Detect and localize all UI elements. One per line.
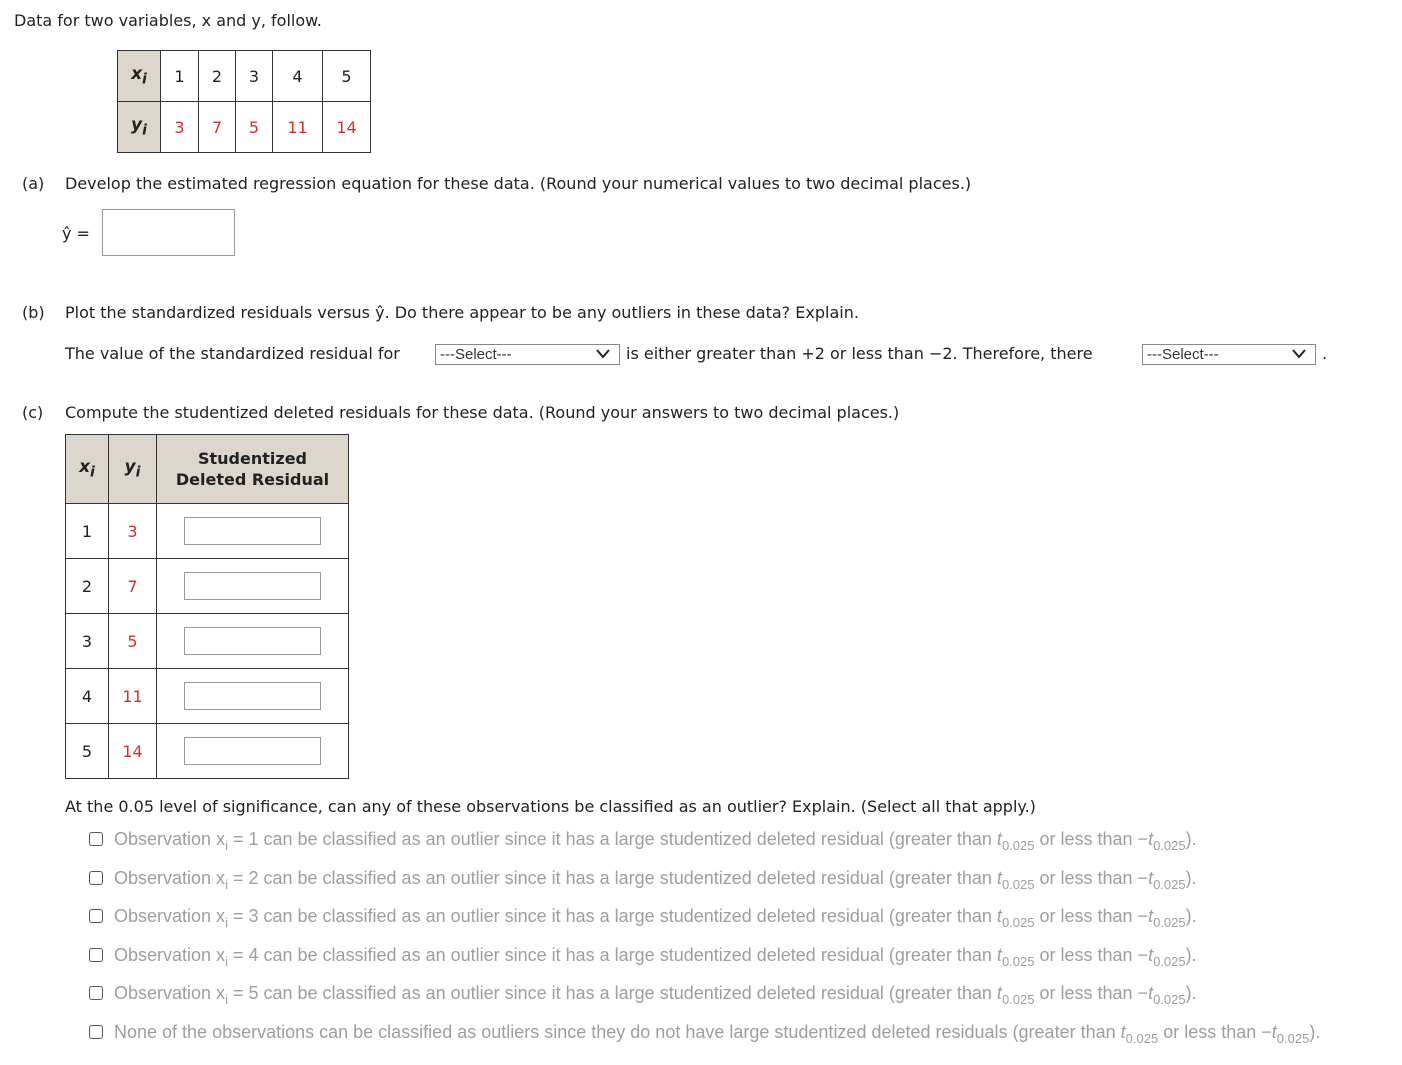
option-text xyxy=(114,829,1197,853)
data-table xyxy=(117,50,371,153)
checkbox[interactable] xyxy=(89,871,103,885)
y-cell: 7 xyxy=(109,559,157,614)
table-row xyxy=(66,614,349,669)
part-b-letter: (b) xyxy=(22,303,45,322)
option-mid: or less than − xyxy=(1034,983,1149,1003)
option-t1: t xyxy=(996,906,1002,926)
option-text xyxy=(114,868,1197,892)
option-text xyxy=(114,1022,1320,1046)
y-row xyxy=(118,102,371,153)
option-text xyxy=(114,983,1197,1007)
residual-cell xyxy=(157,614,349,669)
col-residual-line2: Deleted Residual xyxy=(175,470,330,489)
option-t1-sub: 0.025 xyxy=(1001,915,1035,930)
option-pre: Observation x xyxy=(114,945,226,965)
option-row[interactable] xyxy=(89,1022,1320,1046)
option-t2: t xyxy=(1148,945,1154,965)
option-t1-sub: 0.025 xyxy=(1125,1031,1159,1046)
x-header xyxy=(118,51,161,102)
option-row[interactable] xyxy=(89,868,1197,892)
option-mid: or less than − xyxy=(1034,906,1149,926)
part-b-sentence-mid: is either greater than +2 or less than −2. Therefore, there xyxy=(626,344,1093,363)
part-a-question: Develop the estimated regression equation for these data. (Round your numerical values to two decimal places.) xyxy=(65,174,972,193)
option-t2-sub: 0.025 xyxy=(1153,915,1186,930)
y-header-sub: i xyxy=(142,122,147,139)
y-value: 5 xyxy=(236,102,273,153)
x-value: 4 xyxy=(273,51,323,102)
table-header-row xyxy=(66,435,349,504)
y-value: 14 xyxy=(323,102,371,153)
option-text xyxy=(114,906,1197,930)
outlier-conclusion-select[interactable] xyxy=(1142,344,1316,365)
option-end: ). xyxy=(1185,983,1197,1003)
option-pre: Observation x xyxy=(114,829,226,849)
option-end: ). xyxy=(1185,945,1197,965)
residual-input-2[interactable] xyxy=(184,572,321,600)
option-t1: t xyxy=(1120,1022,1126,1042)
option-t1: t xyxy=(996,829,1002,849)
option-end: ). xyxy=(1185,906,1197,926)
col-y-header xyxy=(109,435,157,504)
table-row xyxy=(66,724,349,779)
part-b-sentence-end: . xyxy=(1322,344,1328,363)
option-t1: t xyxy=(996,868,1002,888)
residual-cell xyxy=(157,504,349,559)
part-b-question: Plot the standardized residuals versus ŷ. Do there appear to be any outliers in these data? Explain. xyxy=(65,303,859,322)
residual-input-1[interactable] xyxy=(184,517,321,545)
x-value: 5 xyxy=(323,51,371,102)
studentized-residual-table xyxy=(65,434,349,779)
col-y-sub: i xyxy=(135,464,141,481)
part-a-letter: (a) xyxy=(22,174,45,193)
option-row[interactable] xyxy=(89,906,1197,930)
option-sub: i xyxy=(225,838,228,853)
x-value: 1 xyxy=(161,51,199,102)
option-t2-sub: 0.025 xyxy=(1276,1031,1310,1046)
residual-input-4[interactable] xyxy=(184,682,321,710)
y-cell: 14 xyxy=(109,724,157,779)
option-post: = 2 can be classified as an outlier since it has a large studentized deleted residual (greater than xyxy=(227,868,997,888)
x-cell: 5 xyxy=(66,724,109,779)
option-sub: i xyxy=(225,954,228,969)
option-mid: or less than − xyxy=(1034,829,1149,849)
y-header xyxy=(118,102,161,153)
option-post: = 5 can be classified as an outlier since it has a large studentized deleted residual (greater than xyxy=(227,983,997,1003)
option-row[interactable] xyxy=(89,829,1197,853)
option-mid: or less than − xyxy=(1034,868,1149,888)
x-cell: 1 xyxy=(66,504,109,559)
option-t1-sub: 0.025 xyxy=(1001,992,1035,1007)
checkbox[interactable] xyxy=(89,1025,103,1039)
table-row xyxy=(66,559,349,614)
option-mid: or less than − xyxy=(1158,1022,1272,1042)
residual-input-3[interactable] xyxy=(184,627,321,655)
option-post: = 1 can be classified as an outlier since it has a large studentized deleted residual (greater than xyxy=(227,829,997,849)
option-t1: t xyxy=(996,945,1002,965)
col-x-sub: i xyxy=(90,464,95,481)
y-value: 3 xyxy=(161,102,199,153)
option-pre: None of the observations can be classified as outliers since they do not have large studentized deleted residuals (greater than xyxy=(114,1022,1121,1042)
outlier-conclusion-select-value: ---Select--- xyxy=(1147,346,1219,363)
part-c-letter: (c) xyxy=(22,403,44,422)
regression-equation-input[interactable] xyxy=(102,209,235,256)
option-pre: Observation x xyxy=(114,983,226,1003)
x-cell: 3 xyxy=(66,614,109,669)
option-t1-sub: 0.025 xyxy=(1001,954,1035,969)
option-row[interactable] xyxy=(89,983,1197,1007)
option-end: ). xyxy=(1309,1022,1321,1042)
checkbox[interactable] xyxy=(89,832,103,846)
chevron-down-icon xyxy=(1291,348,1307,360)
y-cell: 11 xyxy=(109,669,157,724)
x-cell: 2 xyxy=(66,559,109,614)
option-sub: i xyxy=(225,915,228,930)
x-header-label: x xyxy=(131,64,143,85)
part-c-question: Compute the studentized deleted residuals for these data. (Round your answers to two decimal places.) xyxy=(65,403,900,422)
residual-input-5[interactable] xyxy=(184,737,321,765)
option-t2-sub: 0.025 xyxy=(1153,838,1186,853)
residual-cell xyxy=(157,559,349,614)
option-t2: t xyxy=(1148,906,1154,926)
yhat-label: ŷ = xyxy=(62,224,90,243)
observation-select[interactable] xyxy=(435,344,620,365)
problem-intro: Data for two variables, x and y, follow. xyxy=(14,11,322,30)
residual-cell xyxy=(157,669,349,724)
x-value: 3 xyxy=(236,51,273,102)
option-t2: t xyxy=(1148,983,1154,1003)
option-end: ). xyxy=(1185,868,1197,888)
x-row xyxy=(118,51,371,102)
option-row[interactable] xyxy=(89,945,1197,969)
y-header-label: y xyxy=(131,115,143,136)
y-cell: 3 xyxy=(109,504,157,559)
checkbox[interactable] xyxy=(89,986,103,1000)
y-value: 11 xyxy=(273,102,323,153)
option-sub: i xyxy=(225,877,228,892)
option-pre: Observation x xyxy=(114,906,226,926)
option-t2: t xyxy=(1148,829,1154,849)
option-sub: i xyxy=(225,992,228,1007)
option-t1: t xyxy=(996,983,1002,1003)
checkbox[interactable] xyxy=(89,909,103,923)
option-pre: Observation x xyxy=(114,868,226,888)
option-mid: or less than − xyxy=(1034,945,1149,965)
option-t1-sub: 0.025 xyxy=(1001,877,1035,892)
residual-cell xyxy=(157,724,349,779)
y-cell: 5 xyxy=(109,614,157,669)
col-y-label: y xyxy=(124,457,136,478)
col-residual-line1: Studentized xyxy=(197,449,307,468)
y-value: 7 xyxy=(199,102,236,153)
significance-question: At the 0.05 level of significance, can any of these observations be classified as an outlier? Explain. (Select all that apply.) xyxy=(65,797,1036,816)
observation-select-value: ---Select--- xyxy=(440,346,512,363)
option-t2: t xyxy=(1148,868,1154,888)
x-value: 2 xyxy=(199,51,236,102)
option-text xyxy=(114,945,1197,969)
option-end: ). xyxy=(1185,829,1197,849)
option-post: = 3 can be classified as an outlier since it has a large studentized deleted residual (greater than xyxy=(227,906,997,926)
option-t2-sub: 0.025 xyxy=(1153,954,1186,969)
checkbox[interactable] xyxy=(89,948,103,962)
option-post: = 4 can be classified as an outlier since it has a large studentized deleted residual (greater than xyxy=(227,945,997,965)
col-x-label: x xyxy=(79,457,91,478)
col-residual-header xyxy=(157,435,349,504)
col-x-header xyxy=(66,435,109,504)
x-header-sub: i xyxy=(142,71,147,88)
chevron-down-icon xyxy=(595,348,611,360)
table-row xyxy=(66,669,349,724)
part-b-sentence-start: The value of the standardized residual for xyxy=(65,344,400,363)
table-row xyxy=(66,504,349,559)
option-t2: t xyxy=(1271,1022,1277,1042)
option-t1-sub: 0.025 xyxy=(1001,838,1035,853)
option-t2-sub: 0.025 xyxy=(1153,877,1186,892)
option-t2-sub: 0.025 xyxy=(1153,992,1186,1007)
x-cell: 4 xyxy=(66,669,109,724)
